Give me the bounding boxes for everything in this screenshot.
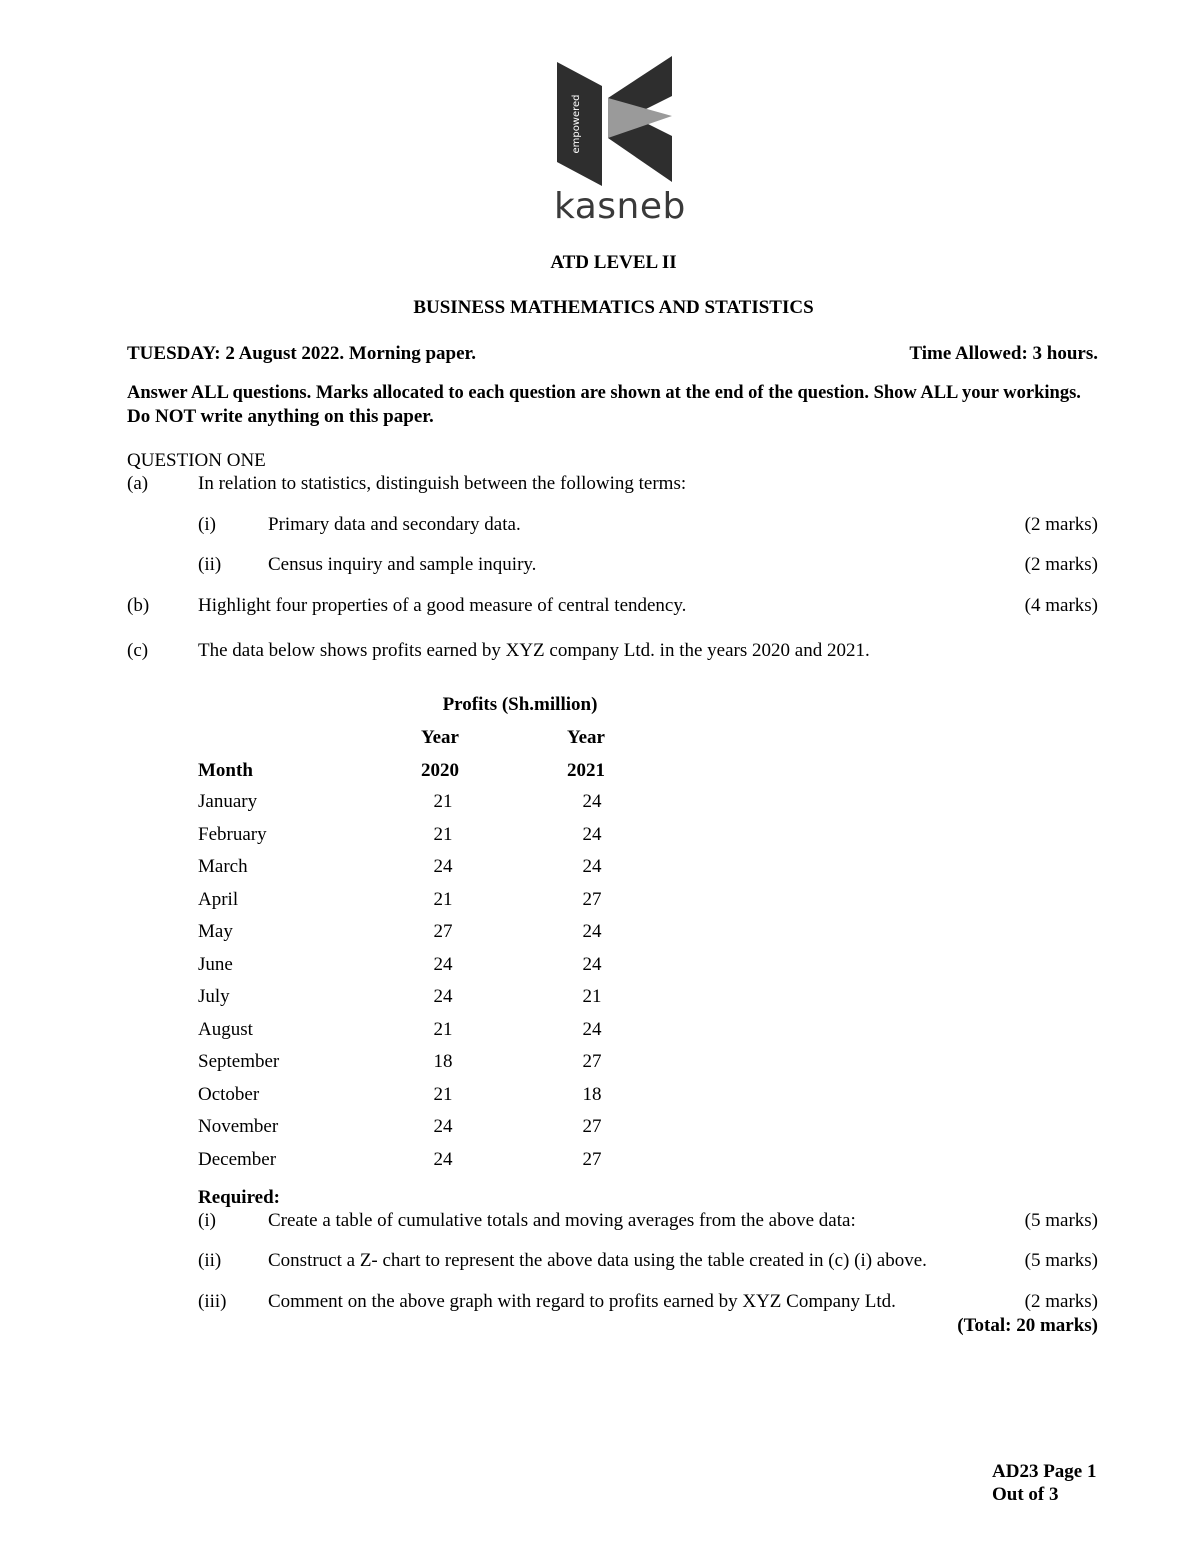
cell-2021: 27 [582, 1051, 602, 1072]
cell-2020: 24 [433, 1149, 453, 1170]
time-allowed: Time Allowed: 3 hours. [909, 343, 1098, 364]
exam-date: TUESDAY: 2 August 2022. Morning paper. [127, 343, 476, 364]
instructions-line-2: Do NOT write anything on this paper. [127, 406, 434, 427]
part-a-i-text: Primary data and secondary data. [268, 514, 521, 535]
year-label-2020: Year [421, 727, 459, 748]
cell-2021: 24 [582, 921, 602, 942]
cell-2020: 21 [433, 791, 453, 812]
column-header-month: Month [198, 760, 253, 781]
required-ii-marks: (5 marks) [1024, 1250, 1098, 1271]
cell-2020: 18 [433, 1051, 453, 1072]
cell-2021: 24 [582, 856, 602, 877]
required-iii-marks: (2 marks) [1024, 1291, 1098, 1312]
cell-2021: 24 [582, 954, 602, 975]
part-a-text: In relation to statistics, distinguish between the following terms: [198, 473, 687, 494]
cell-2021: 27 [582, 1116, 602, 1137]
cell-month: June [198, 954, 233, 975]
required-iii-label: (iii) [198, 1291, 227, 1312]
part-b-text: Highlight four properties of a good measure of central tendency. [198, 595, 687, 616]
instructions-line-1: Answer ALL questions. Marks allocated to each question are shown at the end of the question. Show ALL your workings. [127, 383, 1081, 403]
required-ii-text: Construct a Z- chart to represent the above data using the table created in (c) (i) above. [268, 1250, 927, 1271]
required-i-label: (i) [198, 1210, 216, 1231]
cell-month: August [198, 1019, 253, 1040]
question-one-title: QUESTION ONE [127, 450, 266, 471]
page-count: Out of 3 [992, 1484, 1059, 1505]
cell-2021: 21 [582, 986, 602, 1007]
exam-level: ATD LEVEL II [550, 252, 677, 273]
cell-2021: 24 [582, 1019, 602, 1040]
total-marks: (Total: 20 marks) [957, 1315, 1098, 1336]
part-a-i-label: (i) [198, 514, 216, 535]
part-a-ii-label: (ii) [198, 554, 222, 575]
cell-2020: 21 [433, 824, 453, 845]
cell-month: January [198, 791, 258, 812]
cell-month: December [198, 1149, 277, 1170]
logo-tagline: empowered [571, 94, 582, 154]
part-c-label: (c) [127, 640, 149, 661]
cell-month: July [198, 986, 230, 1007]
cell-2021: 24 [582, 791, 602, 812]
part-a-label: (a) [127, 473, 149, 494]
cell-2020: 24 [433, 1116, 453, 1137]
cell-2020: 21 [433, 1084, 453, 1105]
cell-month: November [198, 1116, 279, 1137]
cell-month: February [198, 824, 267, 845]
cell-2020: 24 [433, 954, 453, 975]
part-b-label: (b) [127, 595, 150, 616]
cell-2020: 21 [433, 1019, 453, 1040]
part-c-text: The data below shows profits earned by XYZ company Ltd. in the years 2020 and 2021. [198, 640, 870, 661]
part-a-ii-text: Census inquiry and sample inquiry. [268, 554, 537, 575]
required-i-marks: (5 marks) [1024, 1210, 1098, 1231]
cell-2020: 21 [433, 889, 453, 910]
required-label: Required: [198, 1187, 280, 1208]
cell-month: April [198, 889, 239, 910]
kasneb-logo-mark [548, 52, 680, 188]
exam-subject: BUSINESS MATHEMATICS AND STATISTICS [413, 297, 814, 318]
cell-2021: 18 [582, 1084, 602, 1105]
part-a-ii-marks: (2 marks) [1024, 554, 1098, 575]
year-label-2021: Year [567, 727, 605, 748]
required-i-text: Create a table of cumulative totals and moving averages from the above data: [268, 1210, 856, 1231]
cell-2021: 24 [582, 824, 602, 845]
cell-month: May [198, 921, 233, 942]
cell-2020: 27 [433, 921, 453, 942]
cell-month: September [198, 1051, 280, 1072]
cell-2021: 27 [582, 889, 602, 910]
column-header-2021: 2021 [567, 760, 605, 781]
part-b-marks: (4 marks) [1024, 595, 1098, 616]
cell-2021: 27 [582, 1149, 602, 1170]
page-number: AD23 Page 1 [992, 1461, 1097, 1482]
cell-month: October [198, 1084, 260, 1105]
table-caption: Profits (Sh.million) [442, 694, 598, 715]
column-header-2020: 2020 [421, 760, 459, 781]
required-iii-text: Comment on the above graph with regard to profits earned by XYZ Company Ltd. [268, 1291, 896, 1312]
part-a-i-marks: (2 marks) [1024, 514, 1098, 535]
cell-2020: 24 [433, 986, 453, 1007]
required-ii-label: (ii) [198, 1250, 222, 1271]
cell-month: March [198, 856, 248, 877]
logo-wordmark: kasneb [554, 186, 686, 227]
cell-2020: 24 [433, 856, 453, 877]
